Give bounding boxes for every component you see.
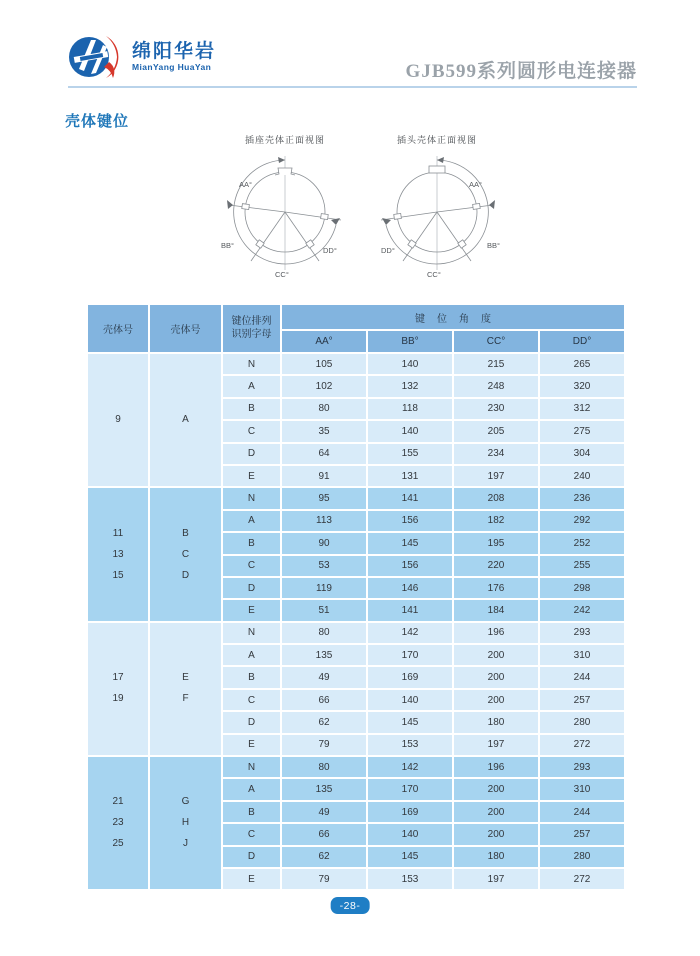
angle-value-cell: 244 [540, 667, 624, 687]
angle-value-cell: 80 [282, 757, 366, 777]
angle-value-cell: 51 [282, 600, 366, 620]
row-letter-cell: C [223, 690, 280, 710]
angle-value-cell: 64 [282, 444, 366, 464]
angle-value-cell: 180 [454, 847, 538, 867]
company-name-en: MianYang HuaYan [132, 62, 212, 73]
angle-value-cell: 248 [454, 376, 538, 396]
angle-value-cell: 169 [368, 667, 452, 687]
angle-value-cell: 200 [454, 690, 538, 710]
plug-diagram-caption: 插头壳体正面视图 [396, 135, 477, 145]
row-letter-cell: N [223, 354, 280, 374]
angle-value-cell: 35 [282, 421, 366, 441]
table-row [88, 757, 624, 777]
angle-value-cell: 242 [540, 600, 624, 620]
angle-value-cell: 200 [454, 645, 538, 665]
row-letter-cell: C [223, 556, 280, 576]
col-header-dd: DD° [540, 331, 624, 352]
row-letter-cell: N [223, 757, 280, 777]
angle-value-cell: 280 [540, 712, 624, 732]
company-logo [66, 34, 216, 80]
socket-shell-diagram [210, 133, 360, 283]
section-title: 壳体键位 [65, 113, 130, 130]
row-letter-cell: N [223, 488, 280, 508]
angle-label-bb: BB° [221, 241, 235, 250]
angle-label-dd: DD° [381, 246, 395, 255]
col-header-shell-no-1: 壳体号 [88, 305, 148, 352]
angle-value-cell: 272 [540, 735, 624, 755]
angle-value-cell: 200 [454, 779, 538, 799]
angle-value-cell: 244 [540, 802, 624, 822]
col-header-shell-no-2: 壳体号 [150, 305, 221, 352]
company-logo-icon [66, 34, 126, 80]
angle-value-cell: 105 [282, 354, 366, 374]
angle-value-cell: 156 [368, 556, 452, 576]
angle-value-cell: 170 [368, 779, 452, 799]
page-number-badge: -28- [331, 897, 370, 914]
angle-value-cell: 240 [540, 466, 624, 486]
table-row [88, 488, 624, 508]
angle-value-cell: 310 [540, 645, 624, 665]
angle-value-cell: 142 [368, 623, 452, 643]
angle-label-aa: AA° [469, 180, 483, 189]
angle-value-cell: 170 [368, 645, 452, 665]
angle-value-cell: 80 [282, 623, 366, 643]
socket-diagram-caption: 插座壳体正面视图 [244, 135, 325, 145]
angle-value-cell: 146 [368, 578, 452, 598]
angle-value-cell: 140 [368, 354, 452, 374]
angle-value-cell: 113 [282, 511, 366, 531]
angle-value-cell: 304 [540, 444, 624, 464]
angle-value-cell: 142 [368, 757, 452, 777]
angle-value-cell: 197 [454, 466, 538, 486]
row-letter-cell: B [223, 399, 280, 419]
row-letter-cell: A [223, 376, 280, 396]
angle-value-cell: 155 [368, 444, 452, 464]
angle-value-cell: 145 [368, 712, 452, 732]
angle-value-cell: 66 [282, 824, 366, 844]
angle-value-cell: 197 [454, 869, 538, 889]
angle-value-cell: 141 [368, 600, 452, 620]
key-position-table [86, 303, 626, 891]
angle-value-cell: 135 [282, 779, 366, 799]
group-shell-cell: 21 23 25 [88, 757, 148, 889]
angle-value-cell: 312 [540, 399, 624, 419]
angle-value-cell: 132 [368, 376, 452, 396]
table-row [88, 354, 624, 374]
angle-value-cell: 131 [368, 466, 452, 486]
angle-value-cell: 90 [282, 533, 366, 553]
angle-value-cell: 220 [454, 556, 538, 576]
row-letter-cell: D [223, 444, 280, 464]
angle-label-dd: DD° [323, 246, 337, 255]
angle-value-cell: 310 [540, 779, 624, 799]
angle-value-cell: 265 [540, 354, 624, 374]
row-letter-cell: E [223, 466, 280, 486]
group-letter-cell: E F [150, 623, 221, 755]
angle-value-cell: 196 [454, 757, 538, 777]
row-letter-cell: E [223, 869, 280, 889]
angle-value-cell: 118 [368, 399, 452, 419]
angle-value-cell: 230 [454, 399, 538, 419]
angle-value-cell: 293 [540, 757, 624, 777]
angle-value-cell: 320 [540, 376, 624, 396]
row-letter-cell: C [223, 421, 280, 441]
angle-value-cell: 49 [282, 667, 366, 687]
plug-shell-drawing-icon [367, 148, 507, 283]
table-row [88, 623, 624, 643]
angle-value-cell: 293 [540, 623, 624, 643]
angle-value-cell: 145 [368, 533, 452, 553]
col-header-key-letter: 键位排列 识别字母 [223, 305, 280, 352]
angle-value-cell: 182 [454, 511, 538, 531]
angle-value-cell: 156 [368, 511, 452, 531]
angle-value-cell: 200 [454, 824, 538, 844]
row-letter-cell: B [223, 533, 280, 553]
group-shell-cell: 11 13 15 [88, 488, 148, 620]
angle-value-cell: 79 [282, 735, 366, 755]
angle-value-cell: 215 [454, 354, 538, 374]
angle-value-cell: 236 [540, 488, 624, 508]
angle-value-cell: 195 [454, 533, 538, 553]
row-letter-cell: E [223, 600, 280, 620]
row-letter-cell: A [223, 645, 280, 665]
angle-value-cell: 184 [454, 600, 538, 620]
angle-value-cell: 145 [368, 847, 452, 867]
row-letter-cell: B [223, 667, 280, 687]
angle-value-cell: 91 [282, 466, 366, 486]
row-letter-cell: D [223, 578, 280, 598]
angle-value-cell: 135 [282, 645, 366, 665]
group-letter-cell: B C D [150, 488, 221, 620]
row-letter-cell: E [223, 735, 280, 755]
header-divider [68, 86, 637, 88]
angle-value-cell: 79 [282, 869, 366, 889]
angle-value-cell: 280 [540, 847, 624, 867]
group-letter-cell: A [150, 354, 221, 486]
plug-shell-diagram [362, 133, 512, 283]
col-header-bb: BB° [368, 331, 452, 352]
angle-value-cell: 252 [540, 533, 624, 553]
angle-label-bb: BB° [487, 241, 501, 250]
angle-value-cell: 196 [454, 623, 538, 643]
col-header-aa: AA° [282, 331, 366, 352]
angle-value-cell: 208 [454, 488, 538, 508]
angle-label-aa: AA° [239, 180, 253, 189]
angle-value-cell: 298 [540, 578, 624, 598]
angle-value-cell: 153 [368, 869, 452, 889]
angle-value-cell: 176 [454, 578, 538, 598]
angle-value-cell: 234 [454, 444, 538, 464]
document-title: GJB599系列圆形电连接器 [405, 61, 637, 82]
angle-value-cell: 257 [540, 824, 624, 844]
row-letter-cell: D [223, 847, 280, 867]
row-letter-cell: B [223, 802, 280, 822]
angle-value-cell: 102 [282, 376, 366, 396]
angle-value-cell: 53 [282, 556, 366, 576]
socket-shell-drawing-icon [215, 148, 355, 283]
angle-value-cell: 66 [282, 690, 366, 710]
angle-value-cell: 153 [368, 735, 452, 755]
row-letter-cell: D [223, 712, 280, 732]
angle-value-cell: 62 [282, 847, 366, 867]
company-name-cn: 绵阳华岩 [132, 40, 217, 62]
row-letter-cell: A [223, 779, 280, 799]
angle-value-cell: 197 [454, 735, 538, 755]
group-shell-cell: 17 19 [88, 623, 148, 755]
angle-value-cell: 141 [368, 488, 452, 508]
angle-value-cell: 257 [540, 690, 624, 710]
angle-value-cell: 272 [540, 869, 624, 889]
angle-value-cell: 275 [540, 421, 624, 441]
row-letter-cell: N [223, 623, 280, 643]
angle-value-cell: 140 [368, 690, 452, 710]
angle-value-cell: 169 [368, 802, 452, 822]
col-header-key-angle-group: 键位角度 [282, 305, 624, 329]
angle-value-cell: 200 [454, 667, 538, 687]
angle-value-cell: 292 [540, 511, 624, 531]
angle-value-cell: 200 [454, 802, 538, 822]
angle-value-cell: 62 [282, 712, 366, 732]
angle-value-cell: 140 [368, 824, 452, 844]
row-letter-cell: C [223, 824, 280, 844]
group-shell-cell: 9 [88, 354, 148, 486]
angle-value-cell: 205 [454, 421, 538, 441]
angle-value-cell: 255 [540, 556, 624, 576]
angle-value-cell: 119 [282, 578, 366, 598]
angle-label-cc: CC° [427, 270, 441, 279]
row-letter-cell: A [223, 511, 280, 531]
angle-value-cell: 180 [454, 712, 538, 732]
group-letter-cell: G H J [150, 757, 221, 889]
angle-value-cell: 95 [282, 488, 366, 508]
angle-label-cc: CC° [275, 270, 289, 279]
angle-value-cell: 49 [282, 802, 366, 822]
col-header-cc: CC° [454, 331, 538, 352]
angle-value-cell: 80 [282, 399, 366, 419]
angle-value-cell: 140 [368, 421, 452, 441]
